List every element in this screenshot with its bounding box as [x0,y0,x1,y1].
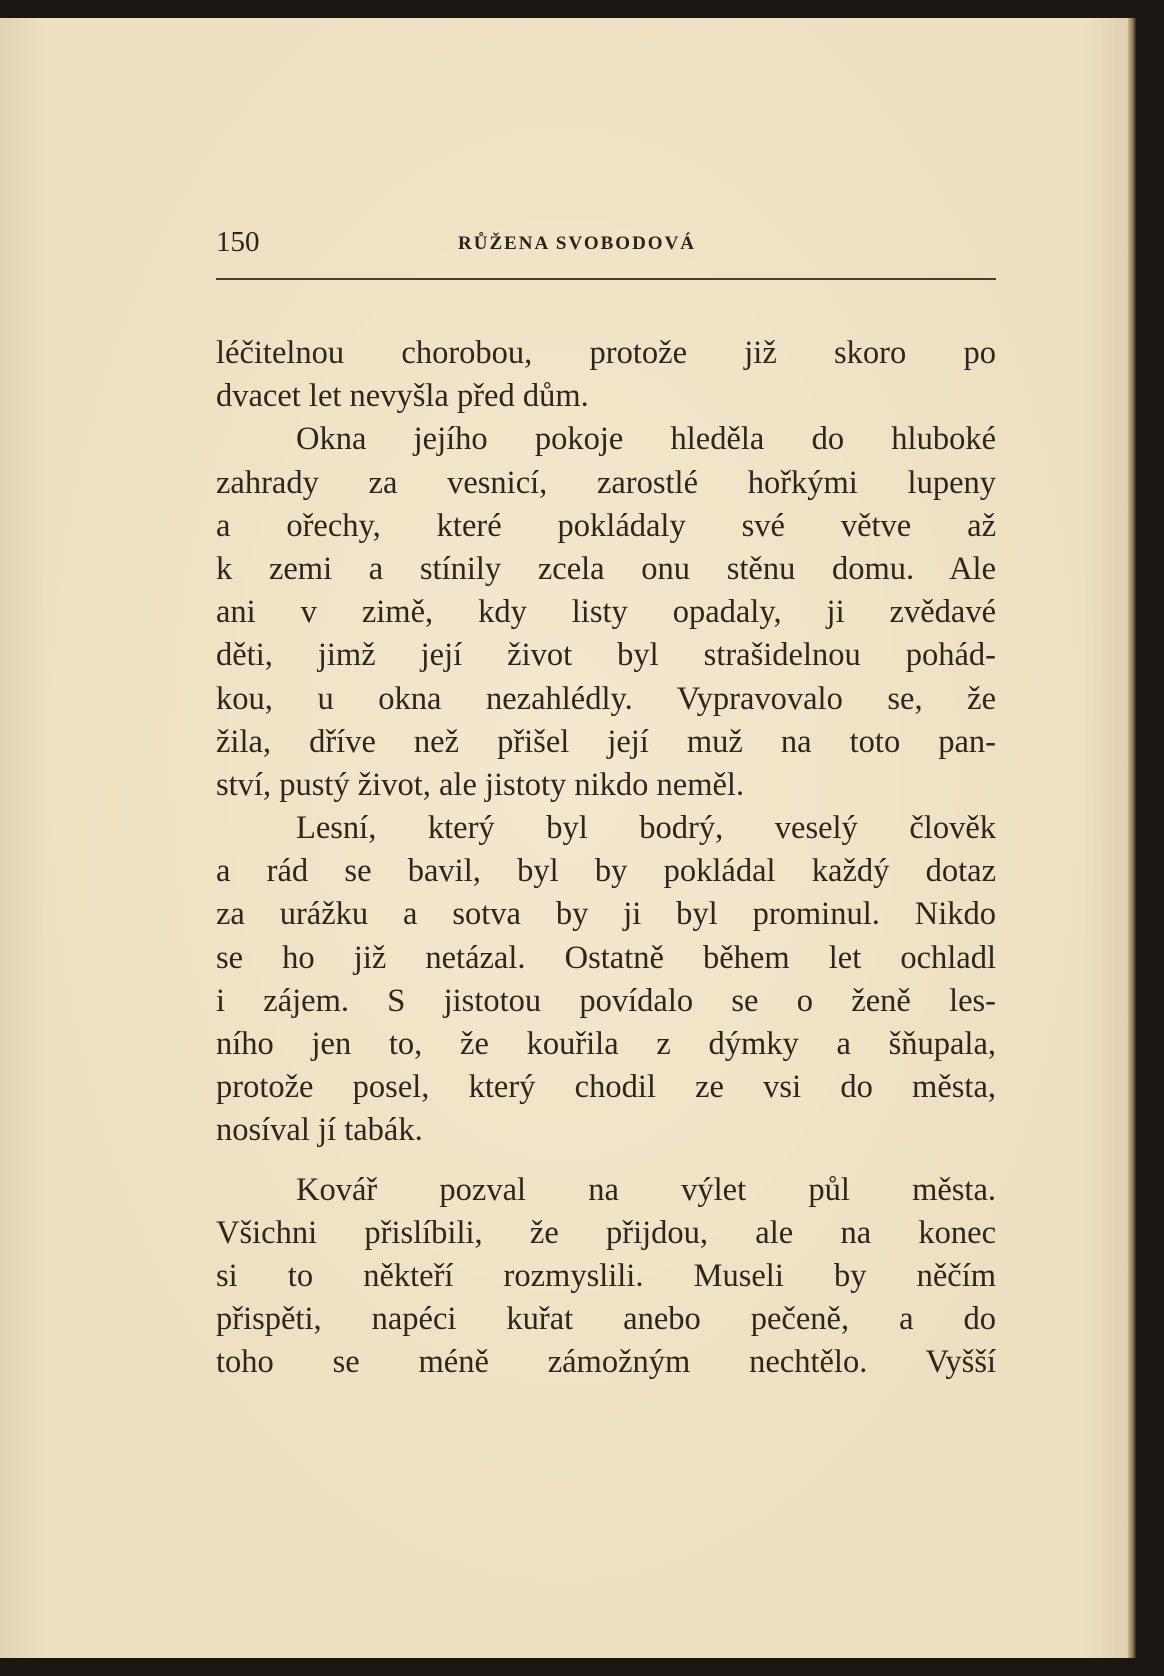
running-head-author: RŮŽENA SVOBODOVÁ [458,233,697,254]
text-line: Všichni přislíbili, že přijdou, ale na konec [216,1214,996,1251]
page-number: 150 [216,226,260,258]
text-line: dvacet let nevyšla před dům. [216,378,589,415]
paragraph-gap [216,1153,996,1169]
text-line: ního jen to, že kouřila z dýmky a šňupala, [216,1026,996,1062]
text-line: se ho již netázal. Ostatně během let ochladl [216,939,996,976]
text-line: toho se méně zámožným nechtělo. Vyšší [216,1344,996,1381]
text-line: zahrady za vesnicí, zarostlé hořkými lupeny [216,464,996,501]
text-line: ani v zimě, kdy listy opadaly, ji zvědavé [216,594,996,631]
text-line: děti, jimž její život byl strašidelnou pohád- [216,637,996,674]
body-text [216,332,996,1385]
text-line: přispěti, napéci kuřat anebo pečeně, a do [216,1301,996,1338]
text-line: i zájem. S jistotou povídalo se o ženě les- [216,982,996,1019]
text-line: léčitelnou chorobou, protože již skoro po [216,335,996,371]
text-line: žila, dříve než přišel její muž na toto pan- [216,723,996,760]
text-line: za urážku a sotva by ji byl prominul. Nikdo [216,896,996,933]
text-line: nosíval jí tabák. [216,1112,423,1149]
page-edge [1128,18,1136,1658]
text-line: si to někteří rozmyslili. Museli by něčím [216,1257,996,1294]
text-line: kou, u okna nezahlédly. Vypravovalo se, že [216,680,996,717]
text-line: protože posel, který chodil ze vsi do města, [216,1069,996,1106]
text-line: k zemi a stínily zcela onu stěnu domu. Ale [216,550,996,587]
text-line: Okna jejího pokoje hleděla do hluboké [296,421,996,458]
text-line: a ořechy, které pokládaly své větve až [216,507,996,544]
text-line: Lesní, který byl bodrý, veselý člověk [296,810,996,847]
running-head [216,226,996,262]
text-line: ství, pustý život, ale jistoty nikdo neměl. [216,766,745,803]
text-line: a rád se bavil, byl by pokládal každý dotaz [216,853,996,890]
text-line: Kovář pozval na výlet půl města. [296,1171,996,1208]
header-rule [216,278,996,280]
